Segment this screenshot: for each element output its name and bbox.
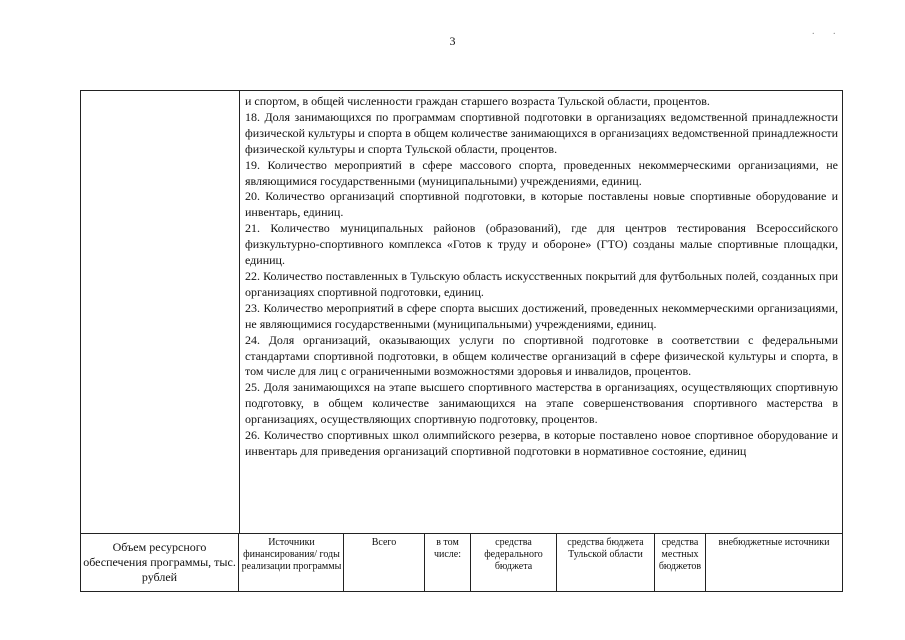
indicator-item: и спортом, в общей численности граждан старшего возраста Тульской области, процентов.	[245, 94, 710, 108]
header-federal: средства федерального бюджета	[471, 534, 557, 591]
indicators-label-cell	[81, 91, 240, 533]
header-sources: Источники финансирования/ годы реализации программы	[240, 534, 344, 591]
page-number: 3	[449, 34, 456, 48]
indicator-item: 19. Количество мероприятий в сфере массового спорта, проведенных некоммерческими организациями, не являющимися государственными (муниципальными) учреждениями, единиц.	[245, 157, 838, 188]
indicator-item: 23. Количество мероприятий в сфере спорта высших достижений, проведенных некоммерческими организациями, не являющимися государственными (муниципальными) учреждениями, единиц.	[245, 300, 838, 331]
indicator-item: 18. Доля занимающихся по программам спортивной подготовки в организациях ведомственной принадлежности физической культуры и спорта в общем количестве занимающихся в организациях ведомственной принадлежности физической культуры и спорта Тульской области, процентов.	[245, 109, 838, 156]
indicator-item: 20. Количество организаций спортивной подготовки, в которые поставлены новые спортивные оборудование и инвентарь, единиц.	[245, 189, 838, 220]
header-regional: средства бюджета Тульской области	[557, 534, 655, 591]
header-including: в том числе:	[425, 534, 471, 591]
header-extrabudgetary: внебюджетные источники	[718, 537, 830, 548]
indicator-item: 21. Количество муниципальных районов (образований), где для центров тестирования Всероссийского физкультурно-спортивного комплекса «Готов к труду и обороне» (ГТО) созданы малые спортивные площадки, единиц.	[245, 221, 838, 268]
program-passport-table	[80, 90, 843, 592]
indicator-item: 25. Доля занимающихся на этапе высшего спортивного мастерства в организациях, осуществляющих спортивную подготовку, в общем количестве занимающихся на этапе совершенствования спортивного мастерства в организациях, осуществляющих спортивную подготовку, процентов.	[245, 380, 838, 427]
header-local: средства местных бюджетов	[655, 534, 706, 591]
indicators-row	[81, 91, 842, 534]
indicator-item: 24. Доля организаций, оказывающих услуги по спортивной подготовке в соответствии с федеральными стандартами спортивной подготовки, в общем количестве организаций в сфере физической культуры и спорта, в том числе для лиц с ограниченными возможностями здоровья и инвалидов, процентов.	[245, 332, 838, 379]
indicators-list	[240, 91, 842, 533]
resource-label: Объем ресурсного обеспечения программы, тыс. рублей	[81, 534, 239, 591]
header-total: Всего	[344, 534, 425, 591]
resource-row	[81, 534, 842, 591]
scan-artifact: . .	[812, 26, 844, 37]
indicator-item: 26. Количество спортивных школ олимпийского резерва, в которые поставлено новое спортивное оборудование и инвентарь для приведения организаций спортивной подготовки в нормативное состояние, единиц	[245, 428, 838, 458]
indicator-item: 22. Количество поставленных в Тульскую область искусственных покрытий для футбольных полей, созданных при организациях спортивной подготовки, единиц.	[245, 268, 838, 299]
